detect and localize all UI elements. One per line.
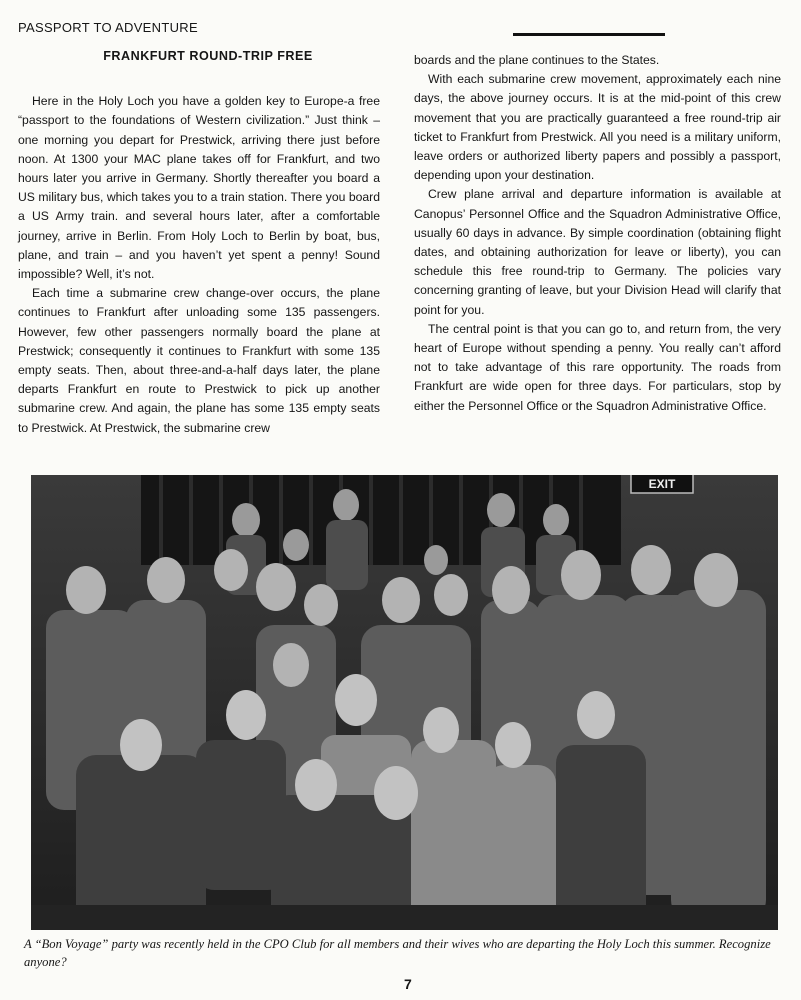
article-paragraph: Crew plane arrival and departure information is available at Canopus’ Personnel Office and the Squadron Administrative Office, usually 60 days in advance. By simple coordination (obtaining flight dates, and obtaining authorization for leave or liberty), you can schedule this free round-trip to Germany. The policies vary concerning granting of leave, but your Division Head will clarify that point for you. xyxy=(414,187,781,317)
article-right-column xyxy=(414,51,781,416)
exit-sign-text: EXIT xyxy=(648,477,676,491)
photo-caption: A “Bon Voyage” party was recently held in the CPO Club for all members and their wives who are departing the Holy Loch this summer. Recognize anyone? xyxy=(24,937,771,969)
article-paragraph: Each time a submarine crew change-over occurs, the plane continues to Frankfurt after unloading some 135 passengers. However, few other passengers normally board the plane at Prestwick; consequently it continues to Frankfurt with some 135 empty seats. Then, about three-and-a-half days later, the plane departs Frankfurt en route to Prestwick to pick up another submarine crew. And again, the plane has some 135 empty seats to Prestwick. At Prestwick, the submarine crew xyxy=(18,286,380,435)
article-paragraph: The central point is that you can go to, and return from, the very heart of Europe without spending a penny. You really can’t afford not to take advantage of this rare opportunity. The roads from Frankfurt are wide open for three days. For particulars, stop by either the Personnel Office or the Squadron Administrative Office. xyxy=(414,321,781,413)
article-paragraph-continued: boards and the plane continues to the States. xyxy=(414,53,660,67)
exit-sign xyxy=(631,475,693,493)
article-paragraph: Here in the Holy Loch you have a golden key to Europe-a free “passport to the foundations of Western civilization.” Just think – one morning you depart for Prestwick, arriving there just before noon. At 1300 your MAC plane takes off for Frankfurt, and two hours later you arrive in Germany. Shortly thereafter you board a US military bus, which takes you to a train station. There you board a US Army train. and several hours later, after a comfortable journey, arrive in Berlin. From Holy Loch to Berlin by boat, bus, plane, and train – and you haven’t yet spent a penny! Sound impossible? Well, it’s not. xyxy=(18,94,380,282)
article-headline: FRANKFURT ROUND-TRIP FREE xyxy=(103,49,313,63)
page-number: 7 xyxy=(404,976,412,992)
header-rule xyxy=(513,33,665,36)
group-photo xyxy=(31,475,778,930)
article-left-column xyxy=(18,47,380,438)
running-head: PASSPORT TO ADVENTURE xyxy=(18,20,198,35)
article-paragraph: With each submarine crew movement, approximately each nine days, the above journey occurs. It is at the mid-point of this crew movement that you are practically guaranteed a free round-trip air ticket to Frankfurt from Prestwick. All you need is a military uniform, leave orders or authorized liberty papers and possibly a passport, depending upon your destination. xyxy=(414,72,781,183)
